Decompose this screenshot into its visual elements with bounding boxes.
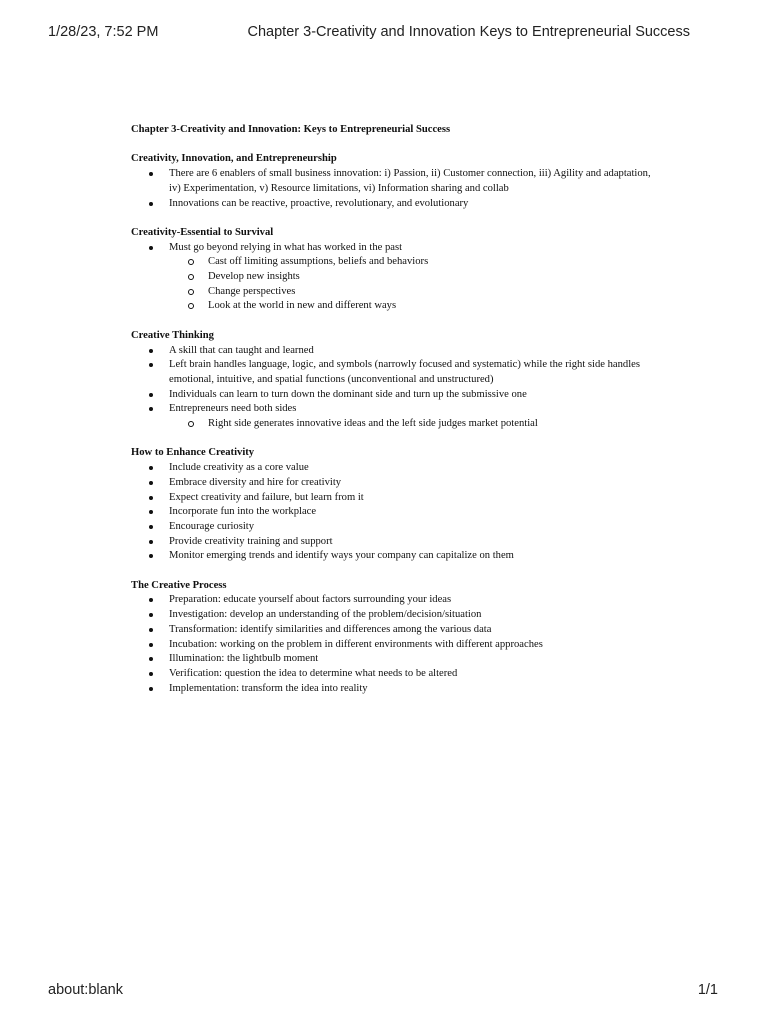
sub-bullet-item: Cast off limiting assumptions, beliefs and behaviors bbox=[131, 255, 651, 270]
print-header bbox=[48, 24, 690, 44]
bullet-list bbox=[131, 593, 651, 696]
document-body bbox=[131, 123, 651, 696]
bullet-item: Include creativity as a core value bbox=[131, 461, 651, 476]
bullet-item: Preparation: educate yourself about factors surrounding your ideas bbox=[131, 593, 651, 608]
section-heading: How to Enhance Creativity bbox=[131, 447, 255, 459]
bullet-list bbox=[131, 344, 651, 432]
sub-bullet-item: Change perspectives bbox=[131, 285, 651, 300]
bullet-list bbox=[131, 241, 651, 315]
document-title: Chapter 3-Creativity and Innovation: Keys to Entrepreneurial Success bbox=[131, 124, 451, 135]
bullet-item: Embrace diversity and hire for creativity bbox=[131, 476, 651, 491]
section-heading: Creative Thinking bbox=[131, 329, 214, 341]
bullet-item: Entrepreneurs need both sides bbox=[131, 402, 651, 417]
print-page-title: Chapter 3-Creativity and Innovation Keys to Entrepreneurial Success bbox=[247, 24, 690, 40]
bullet-item: Innovations can be reactive, proactive, revolutionary, and evolutionary bbox=[131, 197, 651, 212]
bullet-list bbox=[131, 167, 651, 211]
page-number: 1/1 bbox=[697, 982, 718, 998]
bullet-item: Encourage curiosity bbox=[131, 520, 651, 535]
bullet-item: Investigation: develop an understanding of the problem/decision/situation bbox=[131, 608, 651, 623]
bullet-item: Monitor emerging trends and identify ways your company can capitalize on them bbox=[131, 549, 651, 564]
print-footer bbox=[48, 982, 718, 1002]
print-url: about:blank bbox=[48, 982, 123, 998]
bullet-item: Must go beyond relying in what has worked in the past bbox=[131, 241, 651, 256]
bullet-item: Individuals can learn to turn down the dominant side and turn up the submissive one bbox=[131, 388, 651, 403]
print-datetime: 1/28/23, 7:52 PM bbox=[48, 24, 159, 40]
bullet-item: A skill that can taught and learned bbox=[131, 344, 651, 359]
bullet-item: Provide creativity training and support bbox=[131, 535, 651, 550]
bullet-item: Expect creativity and failure, but learn from it bbox=[131, 491, 651, 506]
sub-bullet-item: Develop new insights bbox=[131, 270, 651, 285]
bullet-item: Left brain handles language, logic, and symbols (narrowly focused and systematic) while the right side handles emotional, intuitive, and spatial functions (unconventional and unstructured) bbox=[131, 358, 651, 387]
bullet-item: Incubation: working on the problem in different environments with different approaches bbox=[131, 638, 651, 653]
sub-bullet-item: Right side generates innovative ideas and the left side judges market potential bbox=[131, 417, 651, 432]
bullet-item: Verification: question the idea to determine what needs to be altered bbox=[131, 667, 651, 682]
section-heading: Creativity, Innovation, and Entrepreneurship bbox=[131, 153, 337, 165]
section-heading: The Creative Process bbox=[131, 579, 227, 591]
bullet-item: Illumination: the lightbulb moment bbox=[131, 652, 651, 667]
bullet-list bbox=[131, 461, 651, 564]
section-heading: Creativity-Essential to Survival bbox=[131, 226, 274, 238]
bullet-item: Incorporate fun into the workplace bbox=[131, 505, 651, 520]
bullet-item: Transformation: identify similarities and differences among the various data bbox=[131, 623, 651, 638]
bullet-item: There are 6 enablers of small business innovation: i) Passion, ii) Customer connection, iii) Agility and adaptation, iv) Experimentation, v) Resource limitations, vi) Information sharing and collab bbox=[131, 167, 651, 196]
sub-bullet-item: Look at the world in new and different ways bbox=[131, 299, 651, 314]
bullet-item: Implementation: transform the idea into reality bbox=[131, 682, 651, 697]
